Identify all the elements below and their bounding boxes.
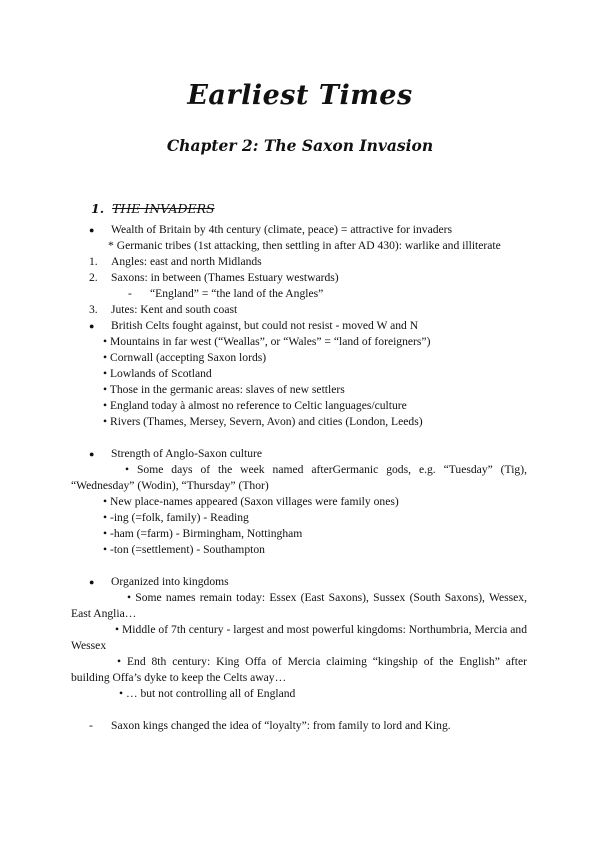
bullet-icon: ● bbox=[89, 321, 95, 331]
list-item: • Cornwall (accepting Saxon lords) bbox=[103, 351, 267, 364]
chapter-subtitle: Chapter 2: The Saxon Invasion bbox=[166, 136, 434, 155]
list-item: ● Organized into kingdoms bbox=[89, 575, 229, 588]
section-title: THE INVADERS bbox=[112, 201, 215, 216]
bullet-icon: ● bbox=[89, 225, 95, 235]
list-item: • Some names remain today: Essex (East Saxons), Sussex (South Saxons), Wessex, East Anglia… bbox=[71, 591, 527, 620]
list-item: • Rivers (Thames, Mersey, Severn, Avon) and cities (London, Leeds) bbox=[103, 415, 423, 428]
list-item: - Saxon kings changed the idea of “loyalty”: from family to lord and King. bbox=[89, 719, 451, 732]
list-item: 3. Jutes: Kent and south coast bbox=[89, 303, 238, 316]
bullet-icon: ● bbox=[89, 577, 95, 587]
list-item: - “England” = “the land of the Angles” bbox=[128, 287, 324, 300]
list-item: • -ing (=folk, family) - Reading bbox=[103, 511, 249, 524]
list-item: ● Wealth of Britain by 4th century (climate, peace) = attractive for invaders bbox=[89, 223, 453, 236]
list-item: 1. Angles: east and north Midlands bbox=[89, 255, 262, 268]
list-item: • … but not controlling all of England bbox=[119, 687, 296, 700]
section-heading bbox=[91, 201, 215, 216]
list-item: ● Strength of Anglo-Saxon culture bbox=[89, 447, 263, 460]
list-item: 2. Saxons: in between (Thames Estuary westwards) bbox=[89, 271, 339, 284]
list-item: • Middle of 7th century - largest and most powerful kingdoms: Northumbria, Mercia and Wessex bbox=[71, 623, 527, 652]
list-item: • -ton (=settlement) - Southampton bbox=[103, 543, 265, 556]
list-item: ● British Celts fought against, but could not resist - moved W and N bbox=[89, 319, 419, 332]
list-item: • -ham (=farm) - Birmingham, Nottingham bbox=[103, 527, 303, 540]
list-item: • New place-names appeared (Saxon villages were family ones) bbox=[103, 495, 399, 508]
list-item: • Mountains in far west (“Weallas”, or “Wales” = “land of foreigners”) bbox=[103, 335, 431, 348]
list-item: • End 8th century: King Offa of Mercia claiming “kingship of the English” after building Offa’s dyke to keep the Celts away… bbox=[71, 655, 527, 684]
bullet-icon: ● bbox=[89, 449, 95, 459]
list-item: • England today à almost no reference to Celtic languages/culture bbox=[103, 399, 407, 412]
list-item: • Those in the germanic areas: slaves of new settlers bbox=[103, 383, 345, 396]
section-number: 1. bbox=[91, 201, 105, 216]
list-item: • Some days of the week named afterGermanic gods, e.g. “Tuesday” (Tig), “Wednesday” (Wodin), “Thursday” (Thor) bbox=[71, 463, 527, 492]
list-item: • Lowlands of Scotland bbox=[103, 367, 212, 380]
page-title: Earliest Times bbox=[187, 80, 413, 111]
list-item: * Germanic tribes (1st attacking, then settling in after AD 430): warlike and illiterate bbox=[108, 239, 501, 252]
